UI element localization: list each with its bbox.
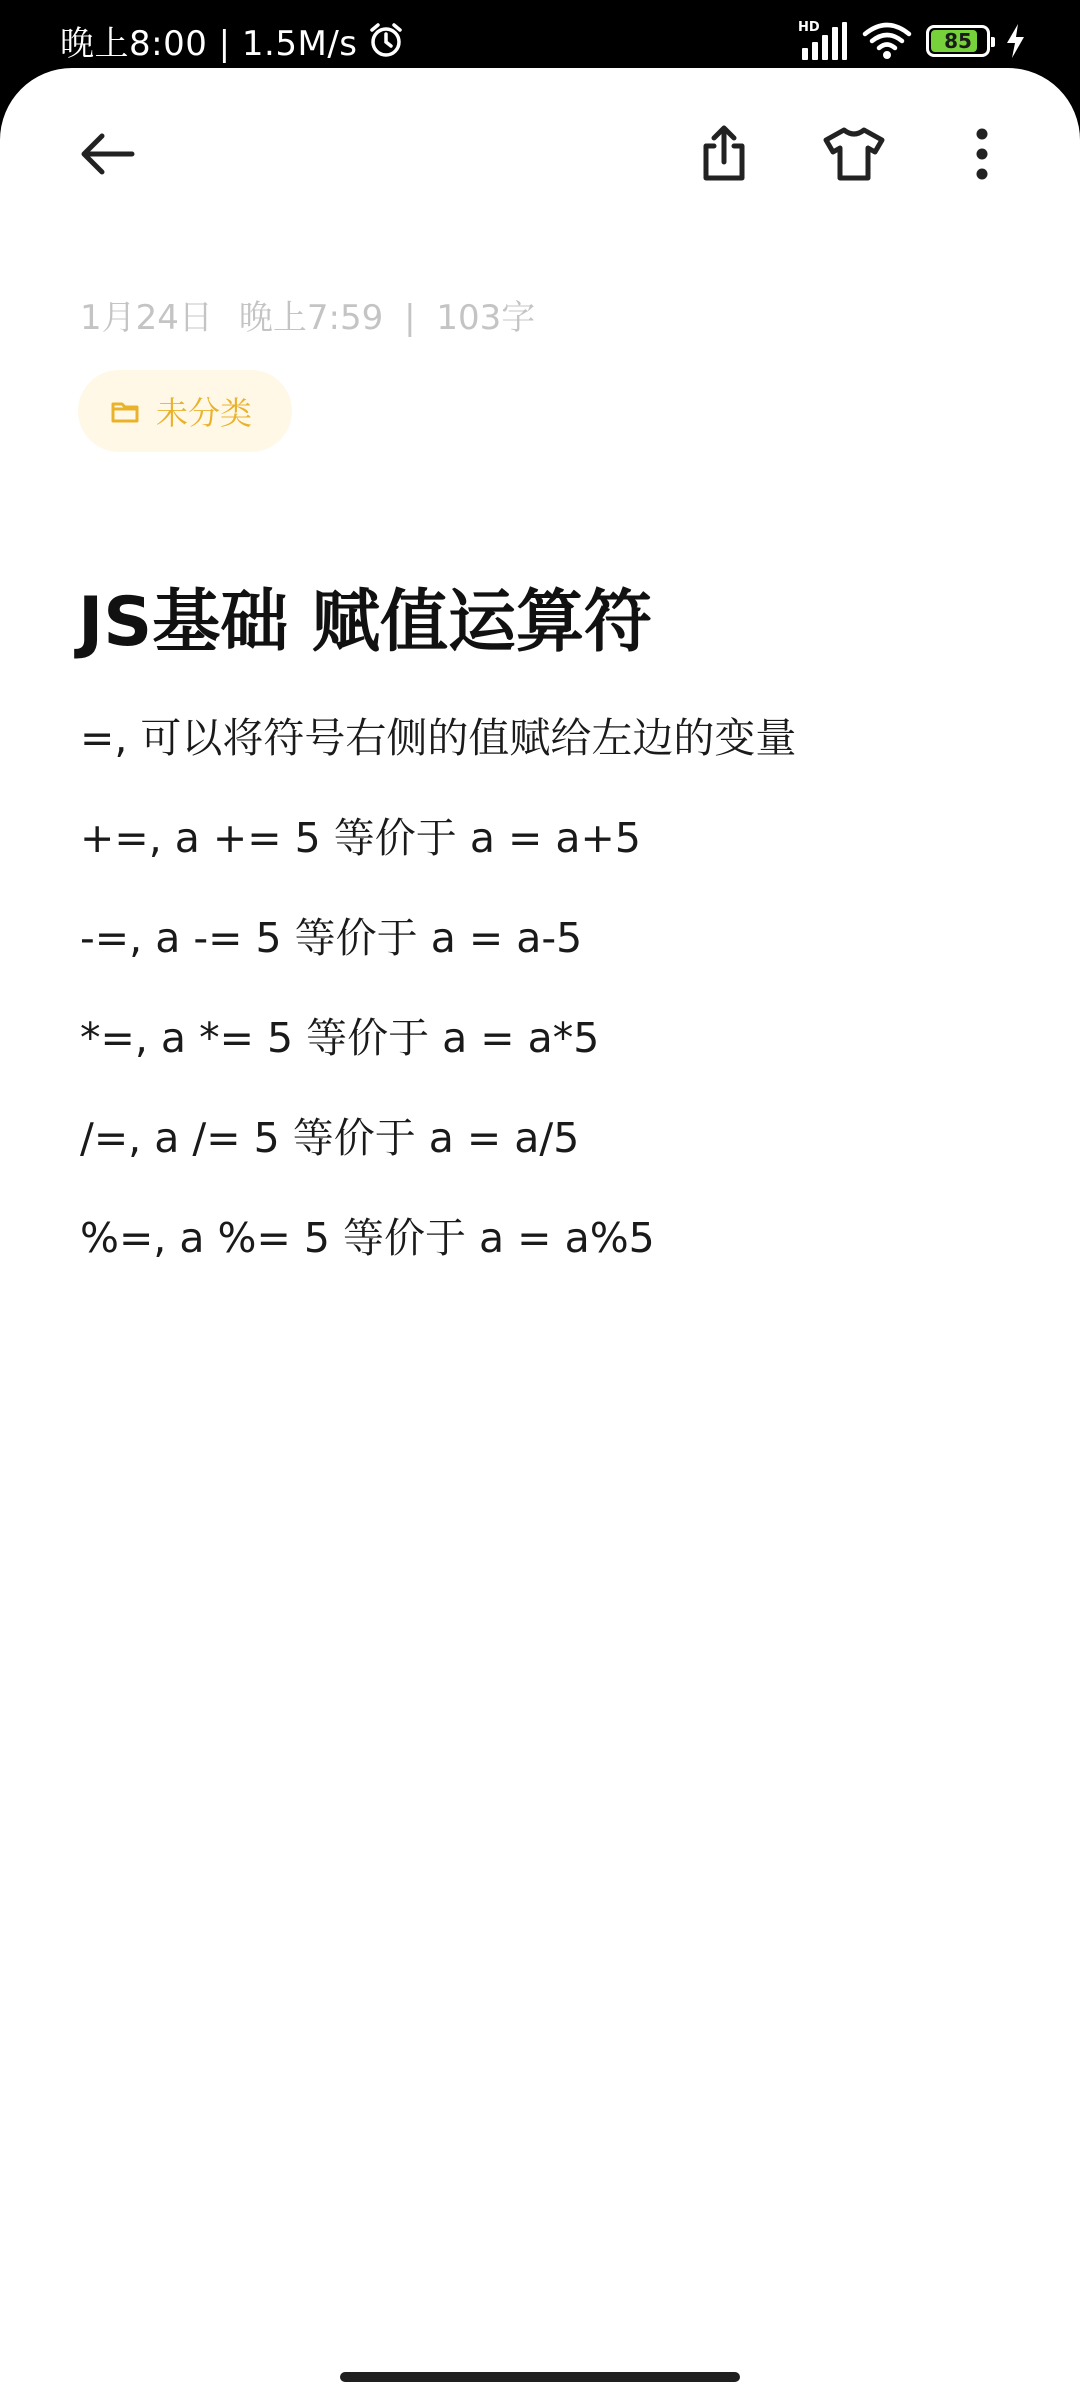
share-icon (692, 122, 756, 186)
battery-icon (926, 25, 990, 57)
hd-signal-icon (796, 22, 848, 60)
note-time-count (239, 290, 535, 339)
back-button[interactable] (66, 112, 150, 196)
note-line[interactable]: %=, a %= 5 等价于 a = a%5 (80, 1214, 655, 1262)
note-card (0, 68, 1080, 2400)
category-label: 未分类 (156, 394, 253, 432)
home-indicator[interactable] (340, 2372, 740, 2382)
note-line[interactable]: -=, a -= 5 等价于 a = a-5 (80, 914, 583, 962)
note-time: 晚上7:59 (238, 298, 384, 338)
note-line[interactable]: *=, a *= 5 等价于 a = a*5 (80, 1014, 600, 1062)
note-title[interactable]: JS基础 赋值运算符 (78, 583, 652, 662)
more-vertical-icon (970, 122, 994, 186)
alarm-icon (366, 20, 406, 60)
meta-separator: | (404, 298, 416, 338)
share-button[interactable] (682, 112, 766, 196)
status-right (796, 20, 1026, 62)
toolbar (0, 68, 1080, 238)
theme-button[interactable] (812, 112, 896, 196)
note-line[interactable]: +=, a += 5 等价于 a = a+5 (80, 814, 641, 862)
category-chip[interactable] (78, 370, 292, 452)
folder-icon (108, 394, 142, 428)
note-date: 1月24日 (80, 298, 213, 338)
battery-level-text: 85 (944, 29, 972, 53)
theme-shirt-icon (822, 122, 886, 186)
back-arrow-icon (76, 122, 140, 186)
status-time-speed: 晚上8:00 | 1.5M/s (60, 23, 358, 64)
note-meta (80, 290, 535, 339)
status-bar (0, 0, 1080, 72)
status-left (60, 18, 406, 62)
charging-bolt-icon (1004, 23, 1026, 59)
note-line[interactable]: =, 可以将符号右侧的值赋给左边的变量 (80, 714, 797, 762)
note-body[interactable] (80, 708, 1020, 1308)
wifi-icon (862, 22, 912, 60)
more-button[interactable] (940, 112, 1024, 196)
note-line[interactable]: /=, a /= 5 等价于 a = a/5 (80, 1114, 580, 1162)
hd-label: HD (798, 20, 820, 35)
word-count: 103字 (436, 298, 536, 338)
